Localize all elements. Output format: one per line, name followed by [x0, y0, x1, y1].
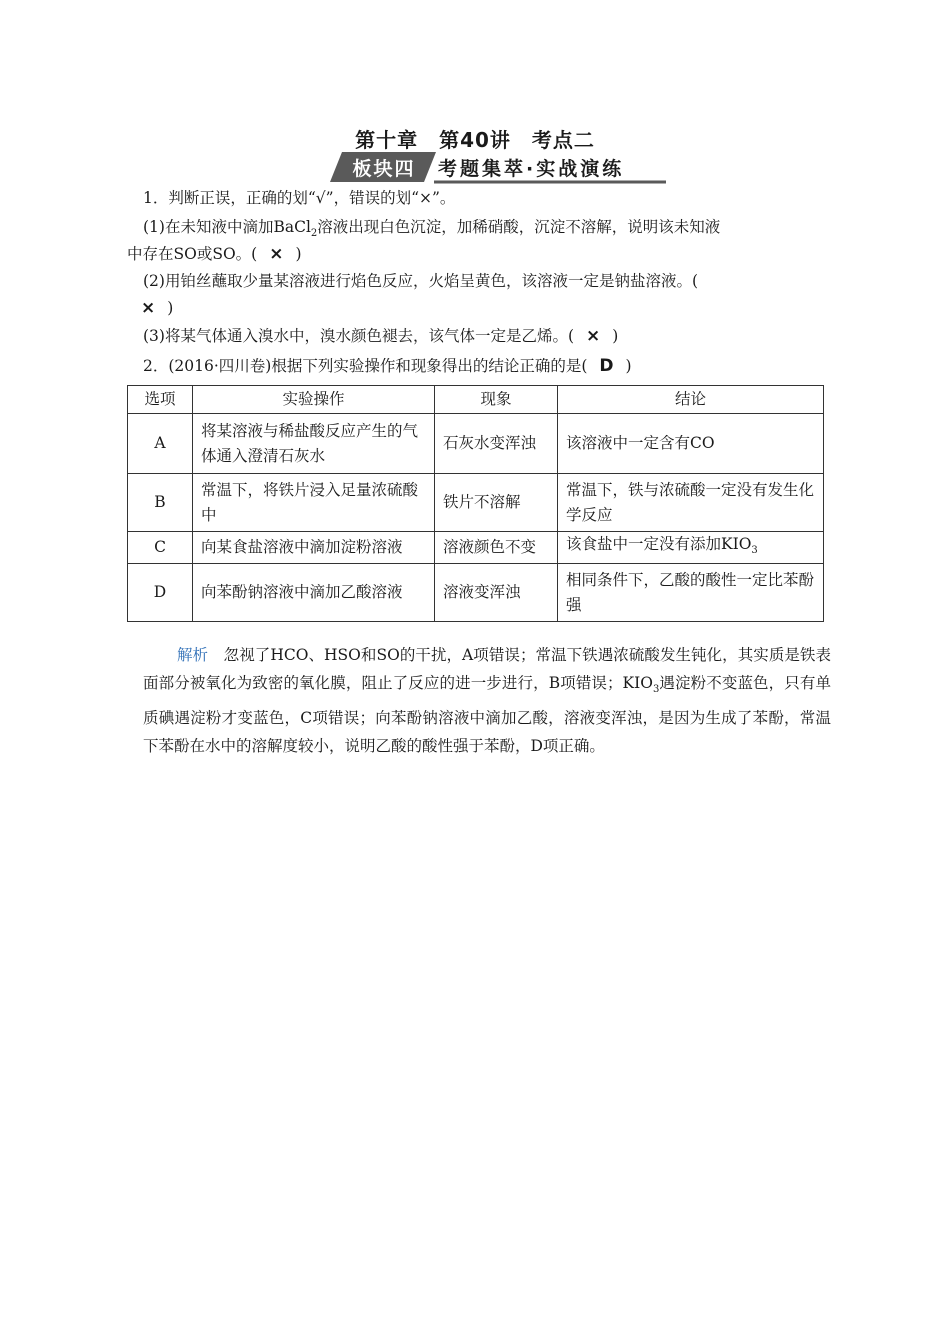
q1-item-1-text-c: 中存在SO或SO。(	[127, 245, 258, 263]
cell-phenomenon: 石灰水变浑浊	[435, 414, 558, 474]
banner-label-right: 考题集萃·实战演练	[438, 158, 625, 180]
cell-conclusion: 相同条件下，乙酸的酸性一定比苯酚强	[558, 564, 824, 622]
cell-operation: 向某食盐溶液中滴加淀粉溶液	[193, 532, 435, 564]
q1-item-3-text: (3)将某气体通入溴水中，溴水颜色褪去，该气体一定是乙烯。(	[143, 327, 575, 345]
q1-item-1-subscript: 2	[310, 228, 318, 240]
cell-conclusion	[558, 532, 824, 564]
table-row	[128, 532, 824, 564]
header-conclusion: 结论	[558, 386, 824, 414]
q1-item-1-answer: ×	[269, 244, 284, 264]
q1-item-3-answer: ×	[586, 326, 601, 346]
q1-item-1-line2: 中存在SO或SO。( × )	[127, 244, 302, 264]
q1-item-1-text-b: 溶液出现白色沉淀，加稀硝酸，沉淀不溶解，说明该未知液	[317, 218, 721, 236]
table-row	[128, 474, 824, 532]
analysis-paragraph	[143, 641, 831, 760]
section-banner	[330, 150, 670, 184]
cell-conclusion-text: 该食盐中一定没有添加KIO	[566, 535, 752, 553]
table-row	[128, 564, 824, 622]
experiment-table	[127, 385, 824, 622]
cell-phenomenon: 溶液颜色不变	[435, 532, 558, 564]
q1-stem: 1．判断正误，正确的划“√”，错误的划“×”。	[143, 189, 456, 207]
q2-stem: 2．(2016·四川卷)根据下列实验操作和现象得出的结论正确的是( D )	[143, 356, 632, 376]
analysis-text-a: 忽视了HCO、HSO和SO的干扰，A项错误；常温下铁遇浓硫酸发生钝化，其实质是铁表面部分被氧化为致密的氧化膜，阻止了反应的进一步进行，B项错误；KIO	[143, 646, 831, 692]
table-row	[128, 414, 824, 474]
cell-phenomenon: 溶液变浑浊	[435, 564, 558, 622]
cell-operation: 向苯酚钠溶液中滴加乙酸溶液	[193, 564, 435, 622]
cell-operation: 常温下，将铁片浸入足量浓硫酸中	[193, 474, 435, 532]
q1-item-1-line1	[143, 217, 823, 244]
cell-option: D	[128, 564, 193, 622]
banner-label-left: 板块四	[352, 158, 416, 180]
header-option: 选项	[128, 386, 193, 414]
header-operation: 实验操作	[193, 386, 435, 414]
header-phenomenon: 现象	[435, 386, 558, 414]
analysis-label: 解析	[177, 646, 209, 664]
q1-item-1-text-a: (1)在未知液中滴加BaCl	[143, 218, 311, 236]
cell-conclusion: 常温下，铁与浓硫酸一定没有发生化学反应	[558, 474, 824, 532]
q2-answer: D	[599, 356, 614, 376]
table-header-row	[128, 386, 824, 414]
analysis-subscript: 3	[652, 684, 660, 696]
cell-option: B	[128, 474, 193, 532]
cell-option: C	[128, 532, 193, 564]
page-title: 第十章 第40讲 考点二	[355, 128, 595, 152]
q1-item-2-line2: × )	[127, 298, 807, 318]
cell-operation: 将某溶液与稀盐酸反应产生的气体通入澄清石灰水	[193, 414, 435, 474]
q1-item-2-answer: ×	[141, 298, 156, 318]
cell-conclusion: 该溶液中一定含有CO	[558, 414, 824, 474]
cell-option: A	[128, 414, 193, 474]
cell-conclusion-subscript: 3	[751, 545, 758, 557]
q1-item-3: (3)将某气体通入溴水中，溴水颜色褪去，该气体一定是乙烯。( × )	[143, 326, 619, 346]
analysis-text-b: 遇淀粉不变蓝色，只有单质碘遇淀粉才变蓝色，C项错误；向苯酚钠溶液中滴加乙酸，溶液变浑浊，是因为生成了苯酚，常温下苯酚在水中的溶解度较小，说明乙酸的酸性强于苯酚，D项正确。	[143, 674, 831, 756]
cell-phenomenon: 铁片不溶解	[435, 474, 558, 532]
q2-stem-text: 2．(2016·四川卷)根据下列实验操作和现象得出的结论正确的是(	[143, 357, 588, 375]
q1-item-2-line1: (2)用铂丝蘸取少量某溶液进行焰色反应，火焰呈黄色，该溶液一定是钠盐溶液。(	[143, 272, 699, 290]
